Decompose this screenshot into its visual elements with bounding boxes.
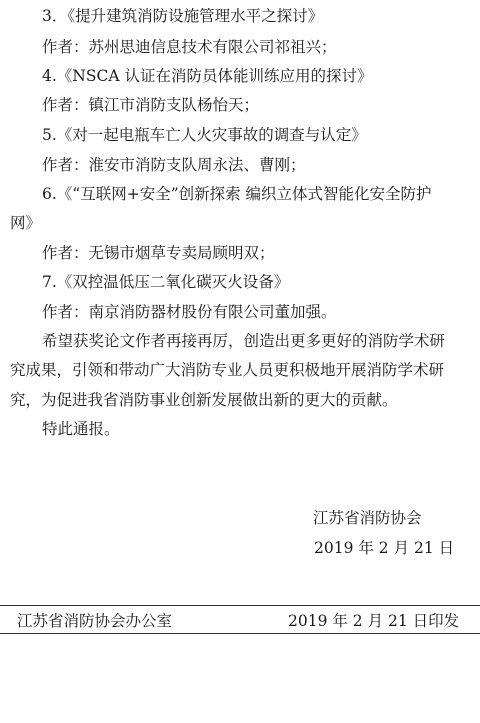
closing-paragraph-line: 希望获奖论文作者再接再厉，创造出更多更好的消防学术研 (42, 332, 446, 350)
award-item-author: 作者：苏州思迪信息技术有限公司祁祖兴； (42, 38, 337, 56)
award-item-author: 作者：镇江市消防支队杨怡天； (42, 96, 260, 114)
award-item-title: 4.《NSCA 认证在消防员体能训练应用的探讨》 (42, 67, 373, 85)
footer-bottom-rule (0, 633, 480, 634)
footer-issuing-office: 江苏省消防协会办公室 (17, 612, 173, 630)
notice-text: 特此通报。 (42, 420, 120, 438)
closing-paragraph-line: 究成果，引领和带动广大消防专业人员更积极地开展消防学术研 (10, 361, 445, 379)
footer-top-rule (0, 605, 480, 606)
award-item-title-continued: 网》 (10, 214, 42, 232)
award-item-author: 作者：无锡市烟草专卖局顾明双； (42, 244, 275, 262)
award-item-title: 7.《双控温低压二氧化碳灭火设备》 (42, 273, 290, 291)
signature-organization: 江苏省消防协会 (313, 509, 422, 527)
signature-date: 2019 年 2 月 21 日 (314, 539, 455, 557)
award-item-title: 6.《“互联网+安全”创新探索 编织立体式智能化安全防护 (42, 185, 432, 203)
award-item-author: 作者：南京消防器材股份有限公司董加强。 (42, 303, 337, 321)
footer-issue-date: 2019 年 2 月 21 日印发 (288, 612, 460, 630)
award-item-author: 作者：淮安市消防支队周永法、曹刚； (42, 156, 306, 174)
award-item-title: 5.《对一起电瓶车亡人火灾事故的调查与认定》 (42, 126, 367, 144)
closing-paragraph-line: 究，为促进我省消防事业创新发展做出新的更大的贡献。 (10, 391, 398, 409)
award-item-title: 3．《提升建筑消防设施管理水平之探讨》 (42, 7, 324, 25)
